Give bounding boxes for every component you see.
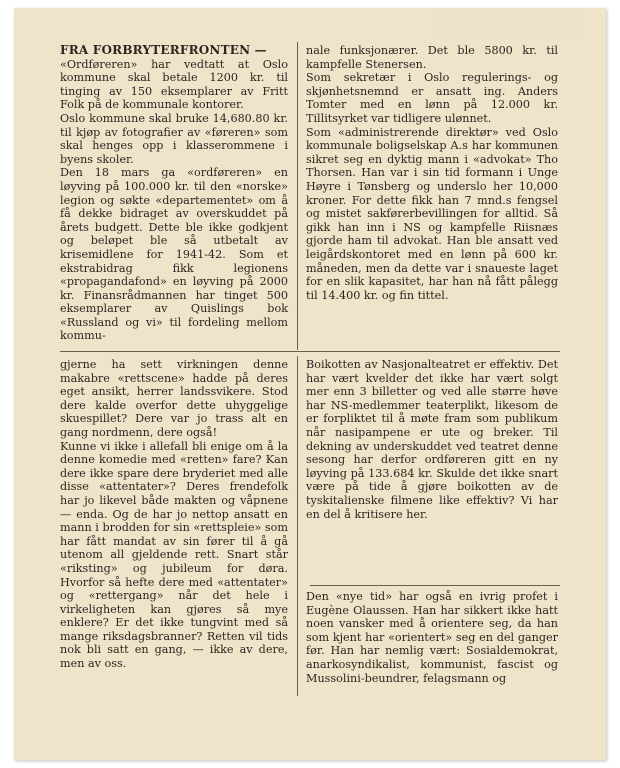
column-divider [297,42,298,350]
paragraph: Som sekretær i Oslo regulerings- og skjønhetsnemnd er ansatt ing. Anders Tomter med en lønn på 12.000 kr. Tillitsyrket var tidligere ulønnet. [306,71,558,125]
paragraph: Som «administrerende direktør» ved Oslo kommunale boligselskap A.s har kommunen sikret seg en dyktig mann i «advokat» Tho Thorsen. Han var i sin tid formann i Unge Høyre i Tønsberg og underslo her 10,000 kroner. For dette fikk han 7 mnd.s fengsel og mistet sakførerbevillingen for alltid. Så gikk han inn i NS og kampfelle Riisnæs gjorde ham til advokat. Han ble ansatt ved leigårdskontoret med en lønn på 600 kr. måneden, men da dette var i snaueste laget for en slik kapasitet, har han nå fått pålegg til 14.400 kr. og fin tittel. [306,125,558,302]
paragraph: Boikotten av Nasjonalteatret er effektiv. Det har vært kvelder det ikke har vært solgt mer enn 3 billetter og ved alle større høve har NS-medlemmer teaterplikt, likesom de er forpliktet til å møte fram som publikum når nasipampene er ute og breker. Til dekning av underskuddet ved teatret denne sesong har derfor ordføreren gitt en ny løyving på 133.684 kr. Skulde det ikke snart være på tide å gjøre boikotten av de tyskitalienske filmene like effektiv? Vi har en del å kritisere her. [306,358,558,521]
paragraph: Den 18 mars ga «ordføreren» en løyving på 100.000 kr. til den «norske» legion og søkte «departementet» om å få dekke bidraget av overskuddet på årets budgett. Dette ble ikke godkjent og beløpet ble så utbetalt av krisemidlene for 1941-42. Som et ekstrabidrag fikk legionens «propagandafond» en løyving på 2000 kr. Finansrådmannen har tinget 500 eksemplarer av Quislings bok «Russland og vi» til fordeling mellom kommu- [60,166,288,343]
paragraph: Den «nye tid» har også en ivrig profet i Eugène Olaussen. Han har sikkert ikke hatt noen vansker med å orientere seg, da han som kjent har «orientert» seg en del ganger før. Han har nemlig vært: Sosialdemokrat, anarkosyndikalist, kommunist, fascist og Mussolini-beundrer, felagsmann og [306,590,558,685]
paragraph: gjerne ha sett virkningen denne makabre «rettscene» hadde på deres eget ansikt, herrer landssvikere. Stod dere kalde overfor dette uhyggelige skuespillet? Dere var jo trass alt en gang nordmenn, dere også! [60,358,288,439]
section-divider [60,351,560,352]
column-divider [297,356,298,696]
paragraph: «Ordføreren» har vedtatt at Oslo kommune skal betale 1200 kr. til tinging av 150 eksemplarer av Fritt Folk på de kommunale kontorer. [60,57,288,112]
section-divider [310,585,560,586]
article-heading: FRA FORBRYTERFRONTEN — [60,43,267,57]
article-column-4 [306,358,558,521]
article-column-1 [60,44,288,343]
article-column-5 [306,590,558,685]
article-column-3 [60,358,288,671]
faded-stamp [432,8,582,34]
paragraph: Kunne vi ikke i allefall bli enige om å la denne komedie med «retten» fare? Kan dere ikke spare dere bryderiet med alle disse «attentater»? Deres frendefolk har jo likevel både makten og våpnene — enda. Og de har jo nettop ansatt en mann i brodden for sin «rettspleie» som har fått mandat av sin fører til å gå utenom all gjeldende rett. Snart står «riksting» og jubileum for døra. Hvorfor så hefte dere med «attentater» og «rettergang» når det hele i virkeligheten kan gjøres så mye enklere? Er det ikke tungvint med så mange riksdagsbranner? Retten vil tids nok bli satt en gang, — ikke av dere, men av oss. [60,439,288,671]
paragraph: nale funksjonærer. Det ble 5800 kr. til kampfelle Stenersen. [306,44,558,71]
article-column-2 [306,44,558,302]
paragraph: Oslo kommune skal bruke 14,680.80 kr. til kjøp av fotografier av «føreren» som skal henges opp i klasserommene i byens skoler. [60,111,288,166]
